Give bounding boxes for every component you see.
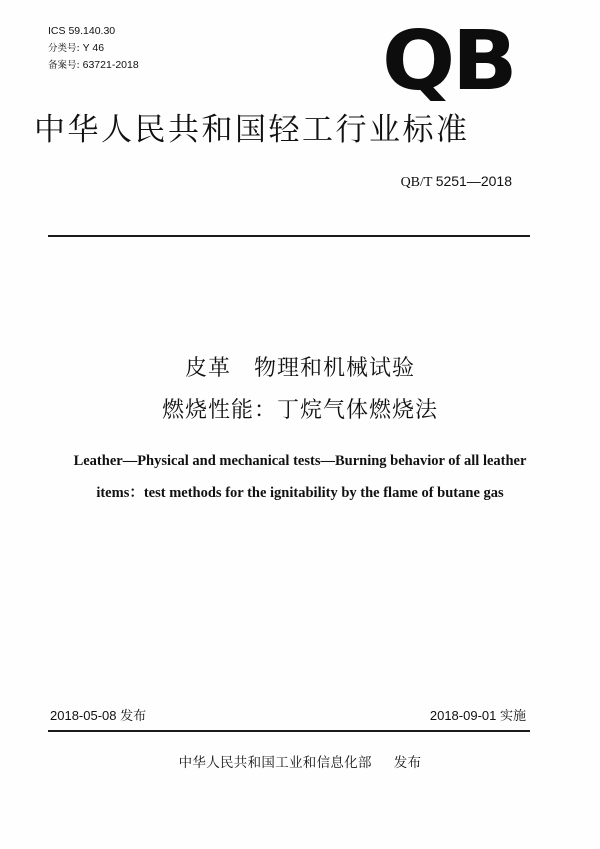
ics-label: ICS xyxy=(48,25,66,37)
issuing-authority xyxy=(0,754,600,772)
record-number xyxy=(48,59,139,72)
ics-value: 59.140.30 xyxy=(68,25,116,37)
issuer-name: 中华人民共和国工业和信息化部 xyxy=(178,755,372,771)
chinese-title-line-1: 皮革 物理和机械试验 xyxy=(184,356,415,381)
implementation-date-value: 2018-09-01 xyxy=(429,708,497,723)
issue-date xyxy=(50,707,146,726)
ics-code xyxy=(48,25,115,37)
standard-category-title: 中华人民共和国轻工行业标准 xyxy=(34,112,470,148)
footer-divider xyxy=(48,730,530,732)
record-label: 备案号: xyxy=(48,60,80,71)
record-value: 63721-2018 xyxy=(82,59,139,71)
english-title-line-2: items：test methods for the ignitability by the flame of butane gas xyxy=(96,485,504,501)
classification-number xyxy=(48,42,104,55)
qb-logo: QB xyxy=(382,14,515,109)
issuer-action: 发布 xyxy=(393,755,422,771)
english-title-line-1: Leather—Physical and mechanical tests—Burning behavior of all leather xyxy=(73,453,527,469)
header-divider xyxy=(48,235,530,237)
chinese-title-line-2: 燃烧性能：丁烷气体燃烧法 xyxy=(161,398,438,423)
standard-number-value: 5251—2018 xyxy=(435,173,512,189)
implementation-date xyxy=(430,707,526,726)
issue-date-label: 发布 xyxy=(120,709,147,724)
standard-number xyxy=(401,172,512,192)
implementation-date-label: 实施 xyxy=(499,709,526,724)
classification-value: Y 46 xyxy=(82,42,105,54)
classification-label: 分类号: xyxy=(48,43,80,54)
issue-date-value: 2018-05-08 xyxy=(50,708,117,723)
standard-number-prefix: QB/T xyxy=(400,175,433,190)
